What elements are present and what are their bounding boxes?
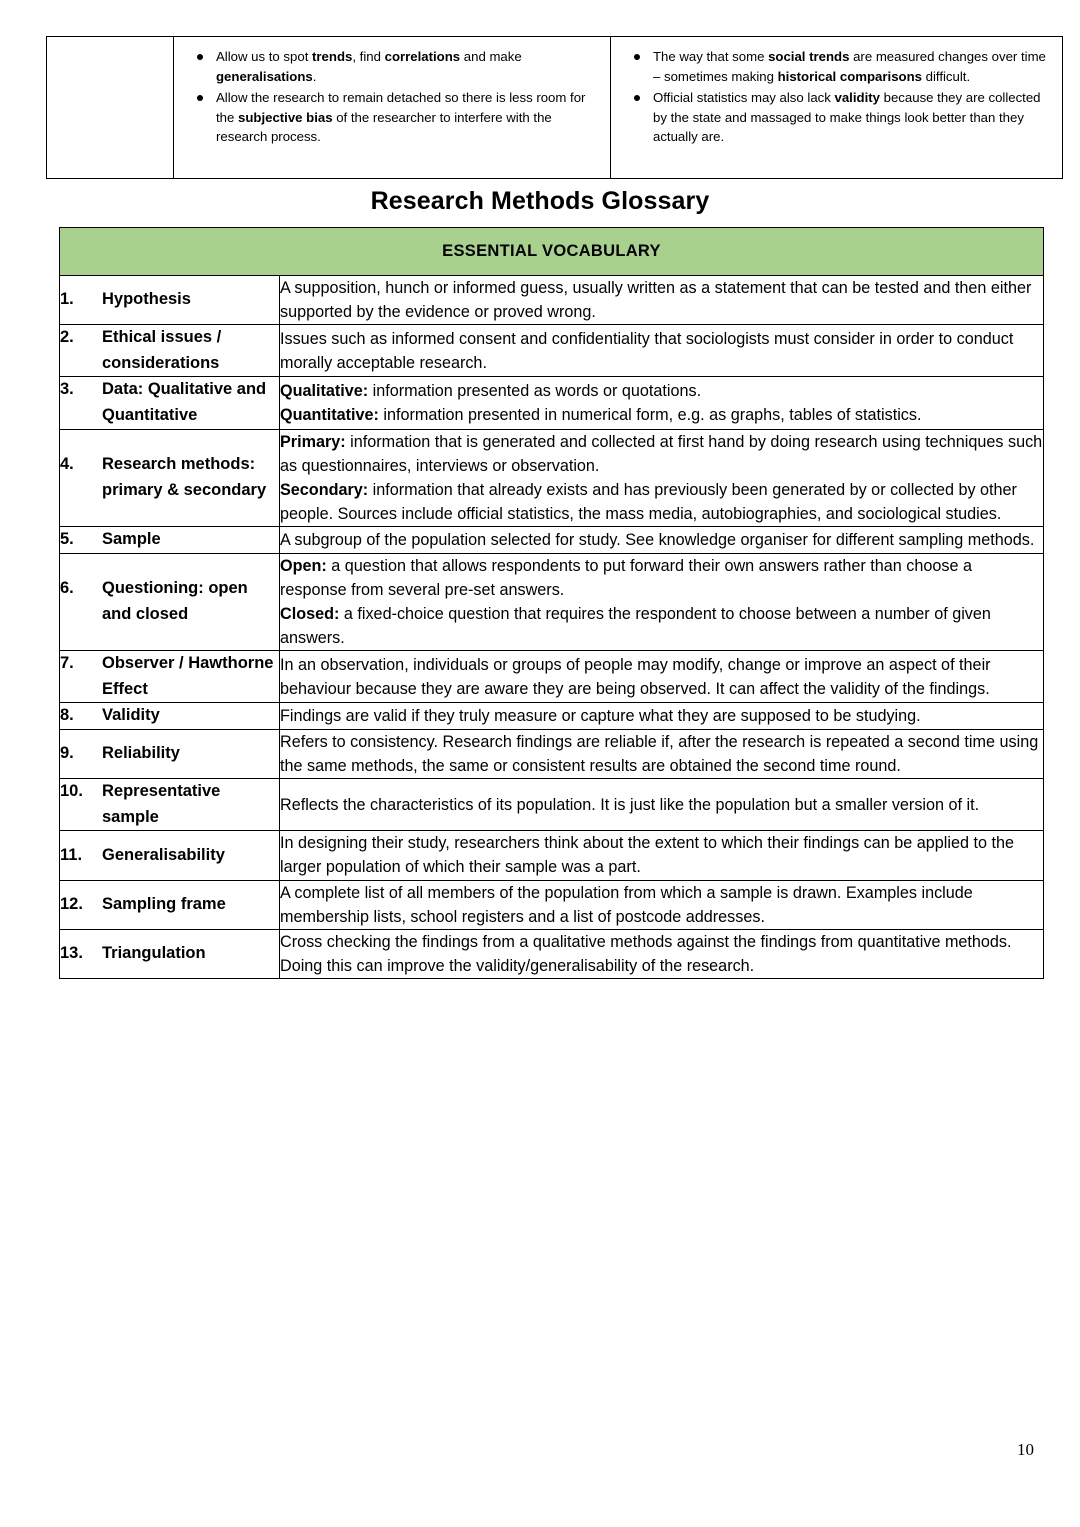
strengths-cell [174, 37, 611, 179]
glossary-row [60, 276, 1044, 325]
strengths-bullet-list [174, 37, 610, 157]
strengths-bullet-item: Allow the research to remain detached so there is less room for the subjective bias of the researcher to interfere with the research process. [216, 88, 600, 147]
glossary-term-cell [60, 779, 280, 831]
glossary-term-label: Reliability [102, 744, 180, 763]
glossary-term-label: Observer / Hawthorne Effect [102, 654, 274, 698]
glossary-row [60, 729, 1044, 778]
term-inner [60, 703, 279, 729]
glossary-definition-cell: Cross checking the findings from a qualitative methods against the findings from quantitative methods. Doing this can improve the validity/generalisability of the research. [280, 929, 1044, 978]
glossary-term-number: 5. [60, 530, 74, 549]
glossary-row [60, 325, 1044, 377]
glossary-row [60, 779, 1044, 831]
glossary-term-cell [60, 325, 280, 377]
term-inner [60, 941, 279, 967]
glossary-definition-cell: A subgroup of the population selected for study. See knowledge organiser for different sampling methods. [280, 527, 1044, 554]
glossary-term-cell [60, 527, 280, 554]
glossary-definition-cell: Findings are valid if they truly measure or capture what they are supposed to be studying. [280, 703, 1044, 730]
glossary-definition-cell: Qualitative: information presented as words or quotations. Quantitative: information presented in numerical form, e.g. as graphs, tables of statistics. [280, 377, 1044, 429]
term-inner [60, 576, 279, 627]
glossary-term-cell [60, 729, 280, 778]
glossary-definition-cell: A supposition, hunch or informed guess, usually written as a statement that can be tested and then either supported by the evidence or proved wrong. [280, 276, 1044, 325]
term-inner [60, 779, 279, 830]
glossary-term-number: 10. [60, 782, 83, 801]
glossary-term-label: Sampling frame [102, 894, 226, 913]
glossary-term-label: Questioning: open and closed [102, 579, 248, 623]
glossary-term-number: 13. [60, 944, 83, 963]
glossary-term-number: 12. [60, 894, 83, 913]
glossary-definition-cell: Issues such as informed consent and confidentiality that sociologists must consider in order to conduct morally acceptable research. [280, 325, 1044, 377]
glossary-definition-cell: In an observation, individuals or groups of people may modify, change or improve an aspect of their behaviour because they are aware they are being observed. It can affect the validity of the findings. [280, 651, 1044, 703]
glossary-term-number: 2. [60, 328, 74, 347]
table-header-row [60, 228, 1044, 276]
glossary-row [60, 553, 1044, 651]
glossary-term-number: 8. [60, 706, 74, 725]
glossary-row [60, 429, 1044, 527]
glossary-definition-cell: Open: a question that allows respondents to put forward their own answers rather than choose a response from several pre-set answers. Closed: a fixed-choice question that requires the respondent to choose between a number of given answers. [280, 553, 1044, 651]
strengths-bullet-item: Allow us to spot trends, find correlations and make generalisations. [216, 47, 600, 86]
term-inner [60, 287, 279, 313]
glossary-row [60, 527, 1044, 554]
glossary-term-label: Research methods: primary & secondary [102, 455, 267, 499]
glossary-row [60, 929, 1044, 978]
glossary-term-cell [60, 703, 280, 730]
glossary-term-number: 4. [60, 455, 74, 474]
glossary-term-cell [60, 651, 280, 703]
glossary-term-label: Data: Qualitative and Quantitative [102, 380, 267, 424]
glossary-term-cell [60, 553, 280, 651]
glossary-row [60, 651, 1044, 703]
glossary-term-number: 1. [60, 290, 74, 309]
glossary-term-number: 7. [60, 654, 74, 673]
glossary-definition-cell: Primary: information that is generated and collected at first hand by doing research using techniques such as questionnaires, interviews or observation. Secondary: information that already exists and has previously been generated by or collected by other people. Sources include official statistics, the mass media, autobiographies, and sociological studies. [280, 429, 1044, 527]
glossary-term-label: Representative sample [102, 782, 221, 826]
glossary-definition-cell: In designing their study, researchers think about the extent to which their findings can be applied to the larger population of which their sample was a part. [280, 831, 1044, 880]
glossary-definition-cell: A complete list of all members of the population from which a sample is drawn. Examples include membership lists, school registers and a list of postcode addresses. [280, 880, 1044, 929]
glossary-term-cell [60, 831, 280, 880]
limitations-bullet-item: Official statistics may also lack validity because they are collected by the state and massaged to make things look better than they actually are. [653, 88, 1052, 147]
glossary-row [60, 880, 1044, 929]
term-inner [60, 527, 279, 553]
term-inner [60, 377, 279, 428]
glossary-term-label: Validity [102, 706, 160, 725]
glossary-row [60, 377, 1044, 429]
table-row [47, 37, 1063, 179]
glossary-definition-cell: Reflects the characteristics of its population. It is just like the population but a smaller version of it. [280, 779, 1044, 831]
glossary-term-cell [60, 377, 280, 429]
row-label-cell-empty [47, 37, 174, 179]
glossary-term-cell [60, 429, 280, 527]
glossary-term-label: Generalisability [102, 845, 225, 864]
glossary-term-number: 11. [60, 845, 83, 864]
glossary-term-label: Ethical issues / considerations [102, 328, 222, 372]
glossary-row [60, 831, 1044, 880]
glossary-term-cell [60, 929, 280, 978]
essential-vocabulary-table [59, 227, 1044, 979]
limitations-bullet-item: The way that some social trends are measured changes over time – sometimes making historical comparisons difficult. [653, 47, 1052, 86]
limitations-cell [611, 37, 1063, 179]
glossary-term-cell [60, 276, 280, 325]
glossary-term-cell [60, 880, 280, 929]
glossary-term-label: Sample [102, 530, 161, 549]
glossary-body [60, 276, 1044, 979]
glossary-definition-cell: Refers to consistency. Research findings are reliable if, after the research is repeated a second time using the same methods, the same or consistent results are obtained the second time round. [280, 729, 1044, 778]
glossary-term-number: 3. [60, 380, 74, 399]
page-number: 10 [1017, 1440, 1034, 1459]
glossary-term-label: Hypothesis [102, 290, 191, 309]
table-header-cell: ESSENTIAL VOCABULARY [60, 228, 1044, 276]
term-inner [60, 325, 279, 376]
term-inner [60, 452, 279, 503]
term-inner [60, 651, 279, 702]
glossary-term-number: 9. [60, 744, 74, 763]
page-title: Research Methods Glossary [370, 187, 710, 215]
limitations-bullet-list [611, 37, 1062, 157]
glossary-term-label: Triangulation [102, 944, 206, 963]
term-inner [60, 741, 279, 767]
strengths-limitations-table [46, 36, 1063, 179]
term-inner [60, 843, 279, 869]
glossary-row [60, 703, 1044, 730]
glossary-term-number: 6. [60, 579, 74, 598]
term-inner [60, 892, 279, 918]
